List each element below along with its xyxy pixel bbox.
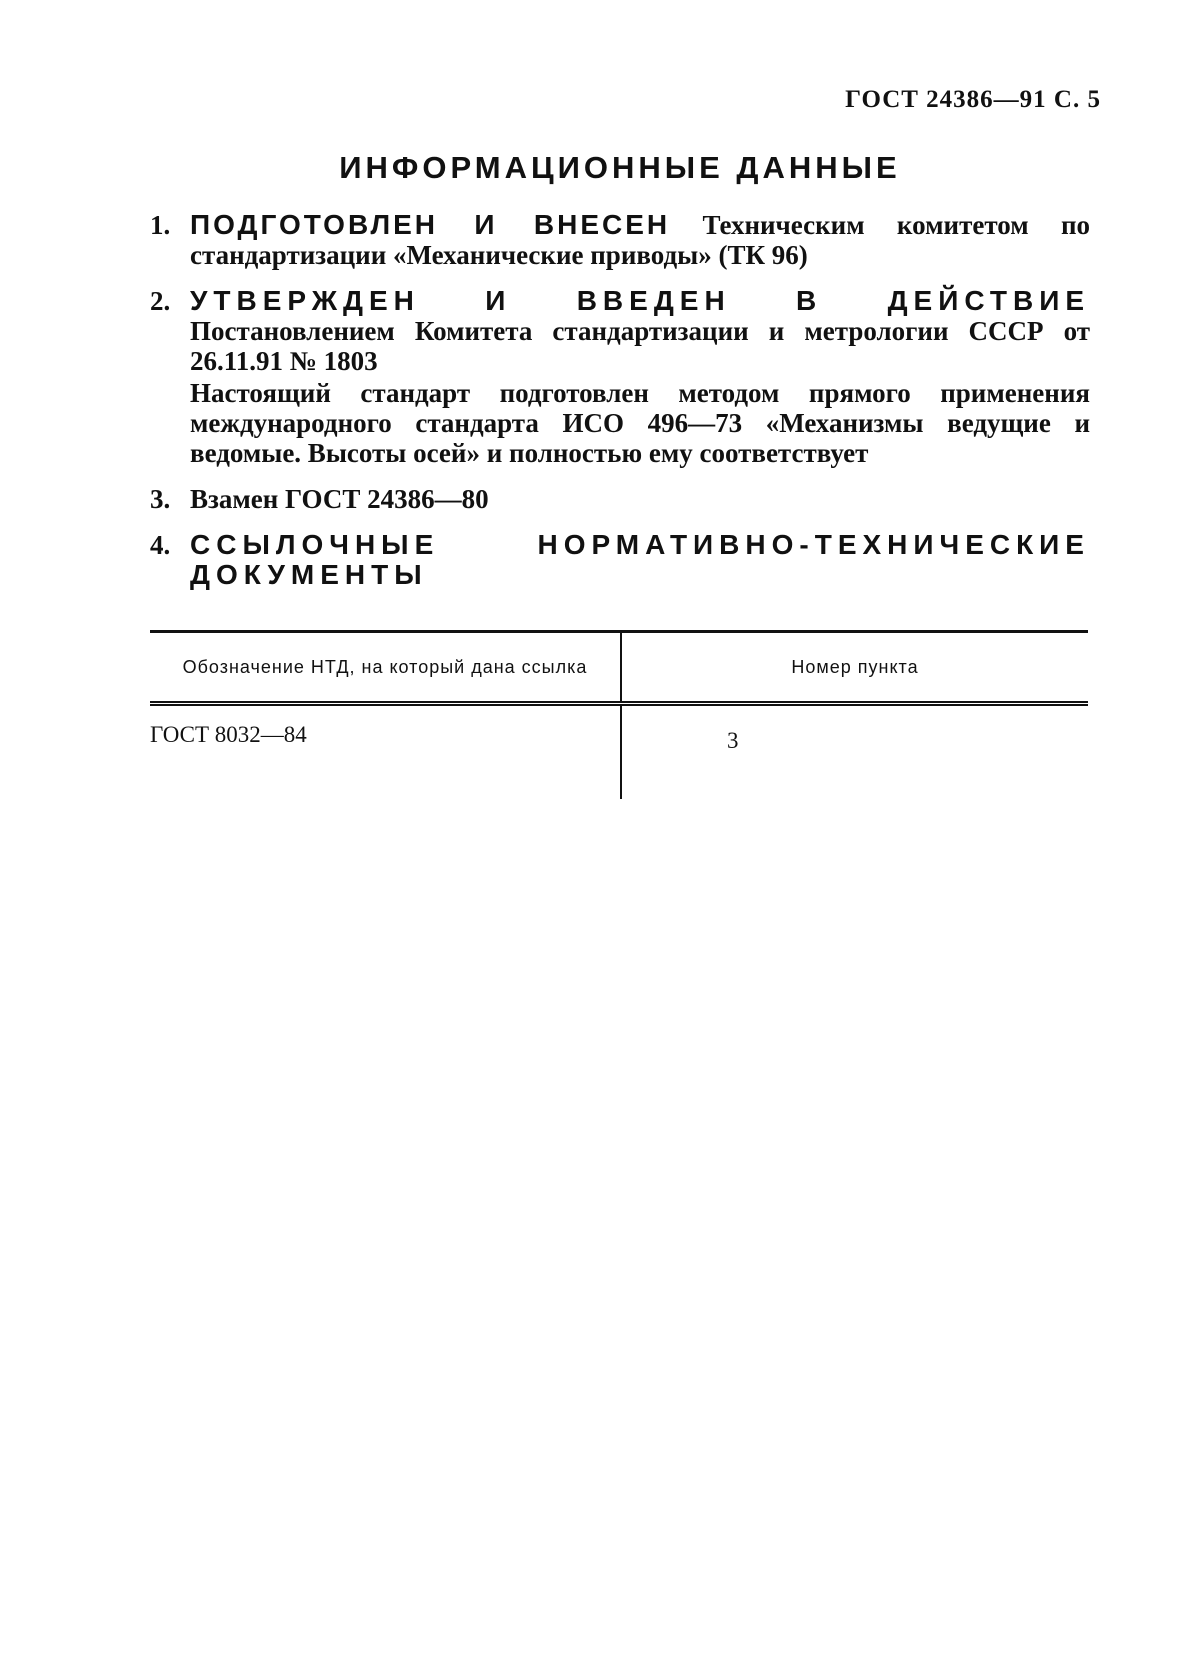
- item-body: [190, 210, 1090, 270]
- item-body: [190, 286, 1090, 468]
- item-body: [190, 530, 1090, 590]
- table-header-row: [150, 632, 1088, 704]
- item-note: Настоящий стандарт подготовлен методом прямого применения международного стандарта ИСО 496—73 «Механизмы ведущие и ведомые. Высоты осей» и полностью ему соответствует: [190, 378, 1090, 468]
- item-number: 4.: [150, 530, 171, 560]
- page-header: ГОСТ 24386—91 С. 5: [845, 86, 1101, 113]
- table-cell-designation: ГОСТ 8032—84: [150, 704, 621, 800]
- list-item: [150, 530, 1090, 590]
- info-items-list: [150, 210, 1090, 606]
- item-body: [190, 484, 1090, 514]
- item-lead: ПОДГОТОВЛЕН И ВНЕСЕН: [190, 209, 671, 240]
- item-text: Техническим комитетом по стандартизации «Механические приводы» (ТК 96): [190, 210, 1091, 270]
- item-text: Постановлением Комитета стандартизации и метрологии СССР от 26.11.91 № 1803: [190, 316, 1090, 376]
- item-number: 2.: [150, 286, 171, 316]
- column-header-item-number: Номер пункта: [621, 632, 1088, 704]
- list-item: [150, 210, 1090, 270]
- table-cell-item-number: 3: [727, 728, 739, 753]
- list-item: [150, 484, 1090, 514]
- item-number: 1.: [150, 210, 171, 240]
- references-table: [150, 630, 1088, 799]
- column-header-designation: Обозначение НТД, на который дана ссылка: [150, 632, 621, 704]
- list-item: [150, 286, 1090, 468]
- item-lead: УТВЕРЖДЕН И ВВЕДЕН В ДЕЙСТВИЕ: [190, 285, 1090, 316]
- table-row: [150, 704, 1088, 800]
- item-lead: ССЫЛОЧНЫЕ НОРМАТИВНО-ТЕХНИЧЕСКИЕ ДОКУМЕНТЫ: [190, 529, 1090, 590]
- item-number: 3.: [150, 484, 171, 514]
- item-text: Взамен ГОСТ 24386—80: [190, 484, 489, 514]
- document-title: ИНФОРМАЦИОННЫЕ ДАННЫЕ: [339, 150, 901, 185]
